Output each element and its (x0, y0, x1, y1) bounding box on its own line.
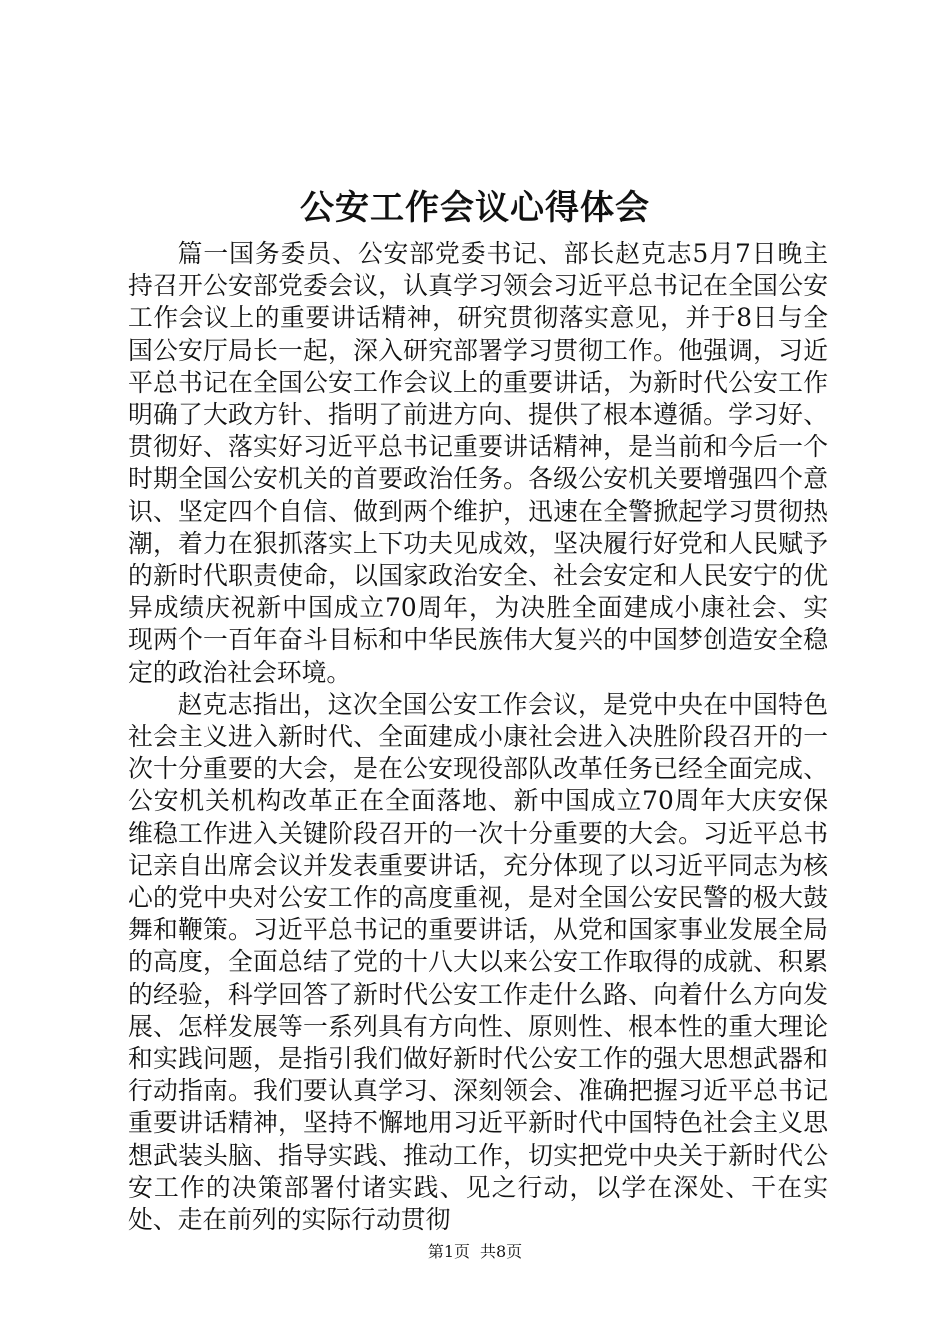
page-total: 共8页 (480, 1242, 523, 1261)
paragraph-1: 篇一国务委员、公安部党委书记、部长赵克志5月7日晚主持召开公安部党委会议，认真学习领会习近平总书记在全国公安工作会议上的重要讲话精神，研究贯彻落实意见，并于8日与全国公安厅局长一起，深入研究部署学习贯彻工作。他强调，习近平总书记在全国公安工作会议上的重要讲话，为新时代公安工作明确了大政方针、指明了前进方向、提供了根本遵循。学习好、贯彻好、落实好习近平总书记重要讲话精神，是当前和今后一个时期全国公安机关的首要政治任务。各级公安机关要增强四个意识、坚定四个自信、做到两个维护，迅速在全警掀起学习贯彻热潮，着力在狠抓落实上下功夫见成效，坚决履行好党和人民赋予的新时代职责使命，以国家政治安全、社会安定和人民安宁的优异成绩庆祝新中国成立70周年，为决胜全面建成小康社会、实现两个一百年奋斗目标和中华民族伟大复兴的中国梦创造安全稳定的政治社会环境。 (128, 239, 828, 687)
document-title: 公安工作会议心得体会 (300, 188, 650, 228)
page-footer (0, 1241, 950, 1263)
page-number: 第1页 (427, 1242, 470, 1261)
paragraph-2: 赵克志指出，这次全国公安工作会议，是党中央在中国特色社会主义进入新时代、全面建成小康社会进入决胜阶段召开的一次十分重要的大会，是在公安现役部队改革任务已经全面完成、公安机关机构改革正在全面落地、新中国成立70周年大庆安保维稳工作进入关键阶段召开的一次十分重要的大会。习近平总书记亲自出席会议并发表重要讲话，充分体现了以习近平同志为核心的党中央对公安工作的高度重视，是对全国公安民警的极大鼓舞和鞭策。习近平总书记的重要讲话，从党和国家事业发展全局的高度，全面总结了党的十八大以来公安工作取得的成就、积累的经验，科学回答了新时代公安工作走什么路、向着什么方向发展、怎样发展等一系列具有方向性、原则性、根本性的重大理论和实践问题，是指引我们做好新时代公安工作的强大思想武器和行动指南。我们要认真学习、深刻领会、准确把握习近平总书记重要讲话精神，坚持不懈地用习近平新时代中国特色社会主义思想武装头脑、指导实践、推动工作，切实把党中央关于新时代公安工作的决策部署付诸实践、见之行动，以学在深处、干在实处、走在前列的实际行动贯彻 (128, 689, 828, 1235)
document-body (128, 238, 828, 1236)
